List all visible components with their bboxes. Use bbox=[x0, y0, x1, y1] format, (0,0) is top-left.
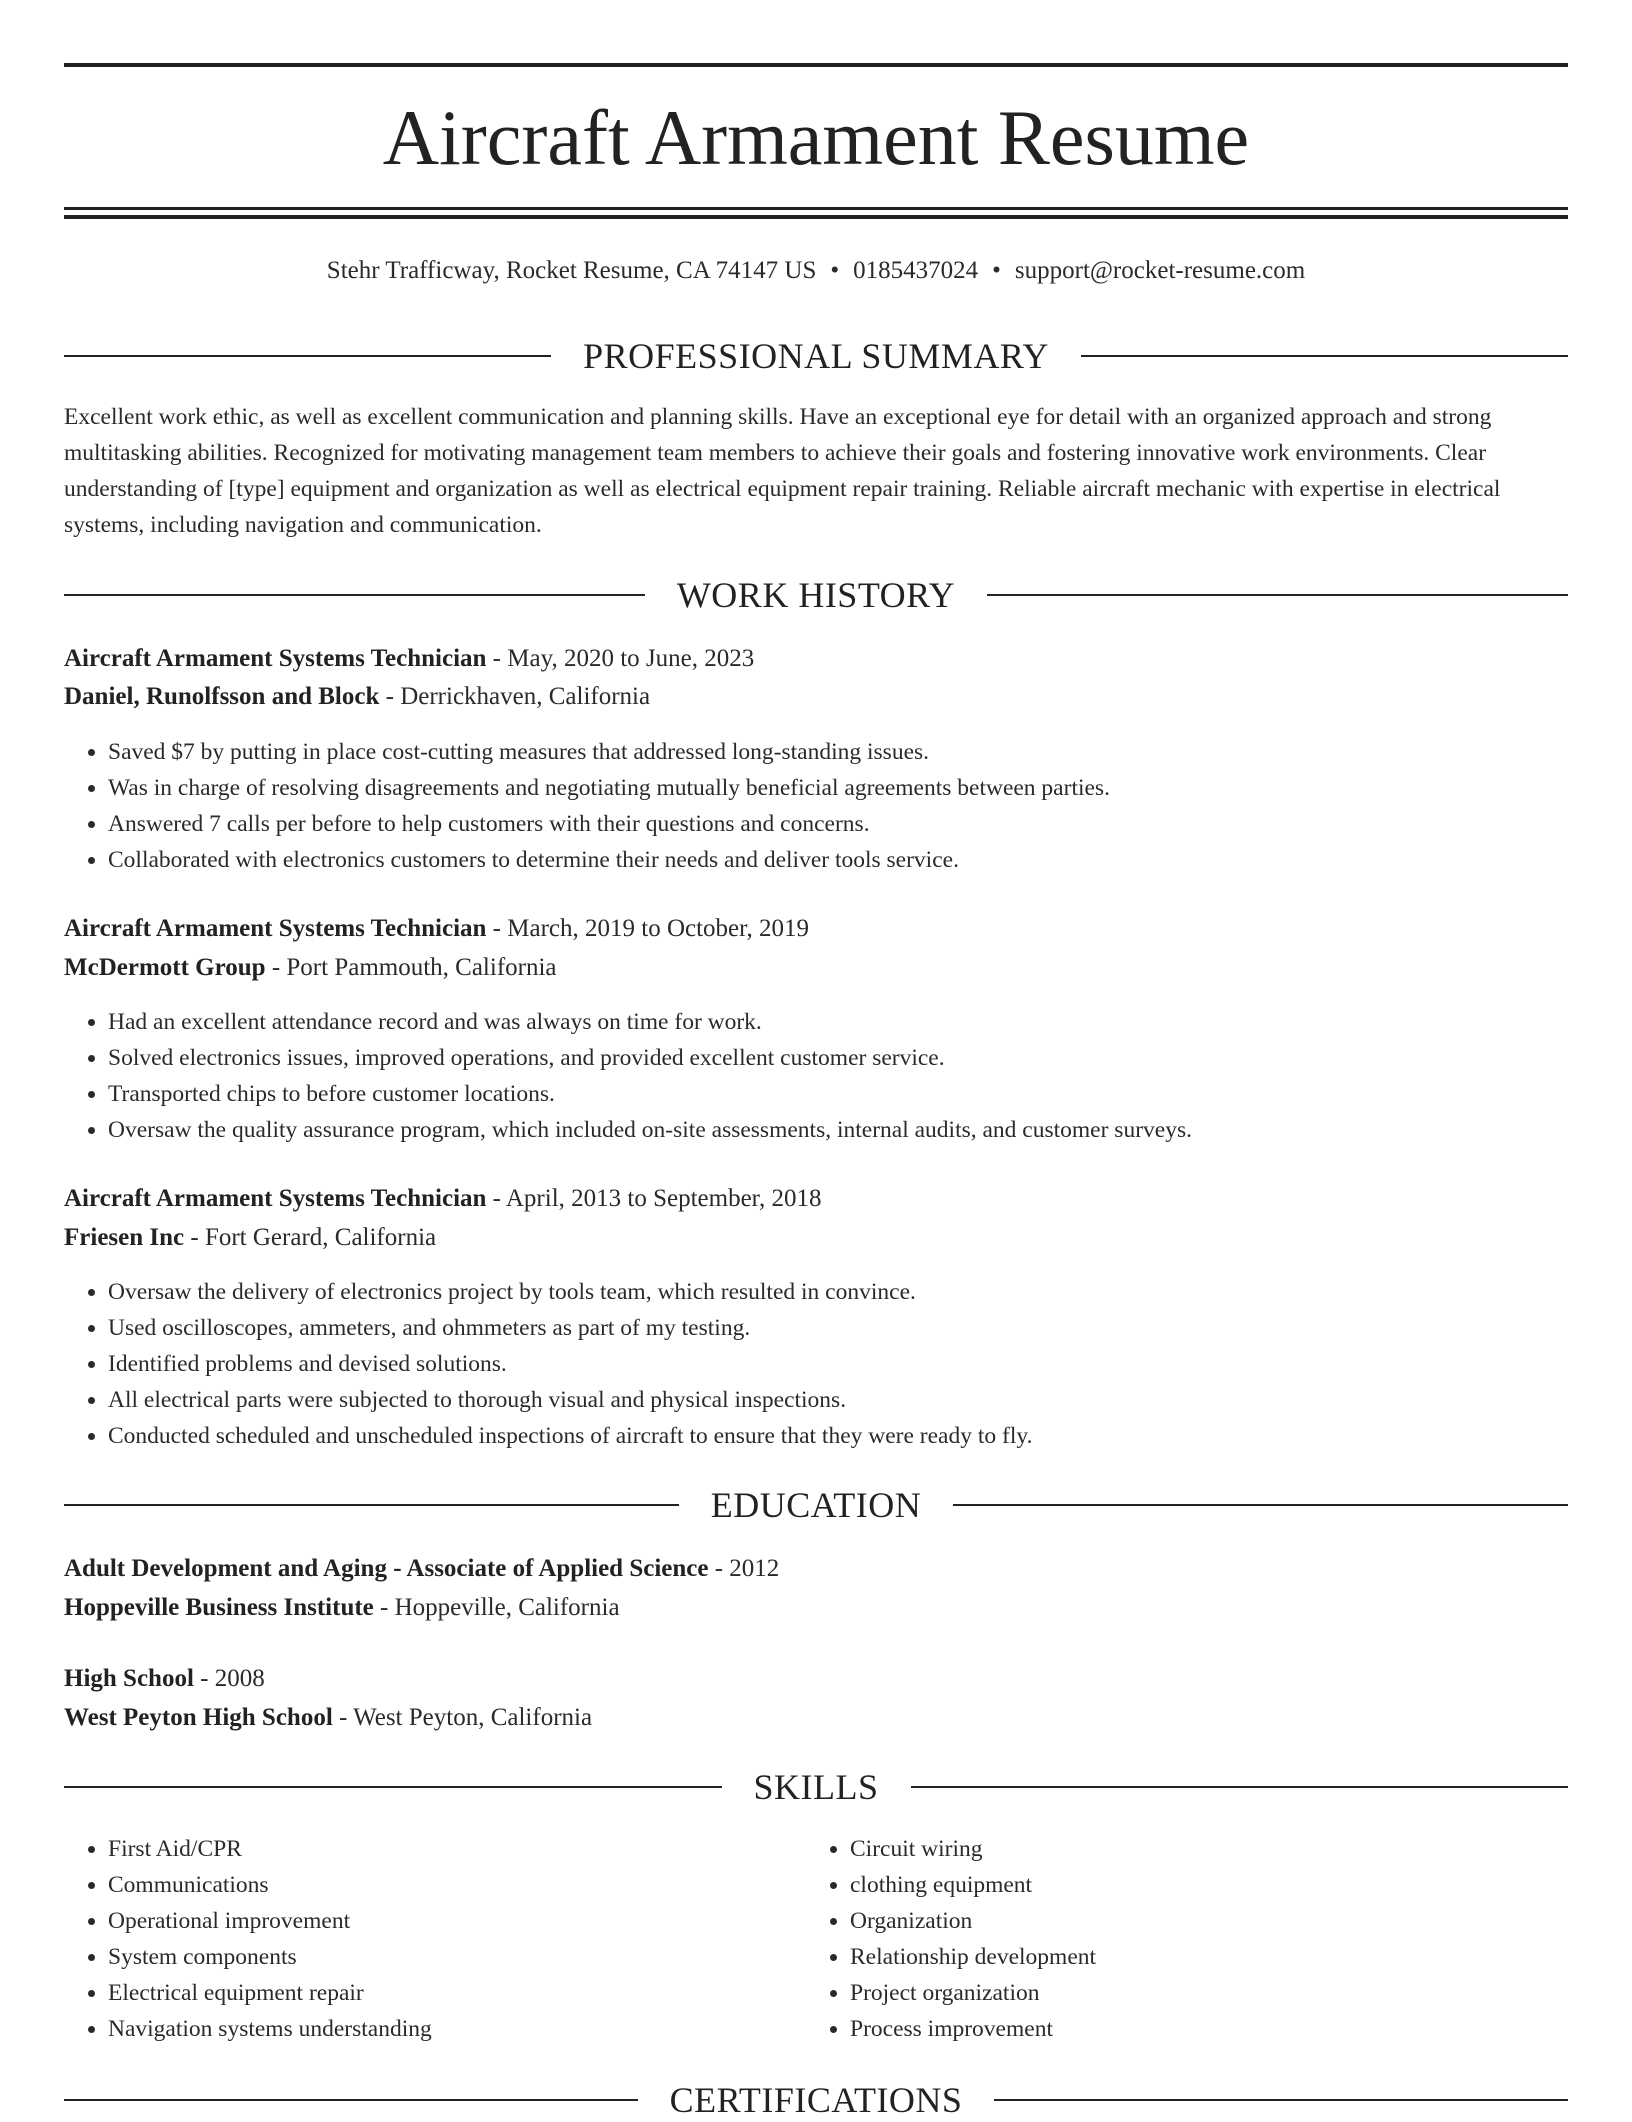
contact-separator: • bbox=[992, 257, 1001, 284]
heading-rule-right bbox=[987, 594, 1568, 596]
job-company-line bbox=[64, 951, 1568, 985]
education-year: - 2012 bbox=[708, 1555, 780, 1582]
list-item: • Answered 7 calls per before to help customers with their questions and concerns. bbox=[108, 806, 1110, 842]
list-item: • Transported chips to before customer locations. bbox=[108, 1076, 1192, 1112]
skill-item: • Navigation systems understanding bbox=[108, 2011, 432, 2047]
section-heading-certifications bbox=[64, 2078, 1568, 2122]
skill-item: • Project organization bbox=[850, 1975, 1096, 2011]
education-school: Hoppeville Business Institute bbox=[64, 1594, 374, 1621]
heading-rule-left bbox=[64, 1786, 722, 1788]
job-title-line bbox=[64, 912, 1568, 946]
section-title: CERTIFICATIONS bbox=[669, 2080, 963, 2120]
job-bullets bbox=[64, 1274, 1032, 1454]
skill-item: • Communications bbox=[108, 1867, 432, 1903]
section-title: EDUCATION bbox=[710, 1485, 922, 1525]
job-company-line bbox=[64, 680, 1568, 714]
list-item: • Oversaw the delivery of electronics project by tools team, which resulted in convince. bbox=[108, 1274, 1032, 1310]
job-location: - Port Pammouth, California bbox=[265, 954, 557, 981]
top-rule bbox=[64, 63, 1568, 67]
list-item: • All electrical parts were subjected to thorough visual and physical inspections. bbox=[108, 1382, 1032, 1418]
education-degree-line bbox=[64, 1662, 1568, 1696]
education-degree-line bbox=[64, 1552, 1568, 1586]
heading-rule-right bbox=[1081, 355, 1568, 357]
job-bullets bbox=[64, 1004, 1192, 1148]
skill-item: • Circuit wiring bbox=[850, 1831, 1096, 1867]
section-title: PROFESSIONAL SUMMARY bbox=[583, 336, 1049, 376]
contact-line bbox=[64, 254, 1568, 288]
job-company: Daniel, Runolfsson and Block bbox=[64, 683, 380, 710]
heading-rule-left bbox=[64, 2099, 638, 2101]
contact-separator: • bbox=[830, 257, 840, 284]
education-year: - 2008 bbox=[193, 1665, 265, 1692]
heading-rule-right bbox=[911, 1786, 1569, 1788]
heading-rule-right bbox=[994, 2099, 1568, 2101]
skills-list-left bbox=[64, 1831, 432, 2047]
section-title: WORK HISTORY bbox=[676, 575, 956, 615]
job-title: Aircraft Armament Systems Technician bbox=[64, 1185, 487, 1212]
section-heading-summary bbox=[64, 334, 1568, 378]
job-title: Aircraft Armament Systems Technician bbox=[64, 645, 487, 672]
list-item: • Conducted scheduled and unscheduled inspections of aircraft to ensure that they were ready to fly. bbox=[108, 1418, 1032, 1454]
job-dates: - March, 2019 to October, 2019 bbox=[486, 915, 809, 942]
summary-text: Excellent work ethic, as well as excellent communication and planning skills. Have an exceptional eye for detail with an organized approach and strong multitasking abilities. Recognized for motivating management team members to achieve their goals and fostering innovative work environments. Clear understanding of [type] equipment and organization as well as electrical equipment repair training. Reliable aircraft mechanic with expertise in electrical systems, including navigation and communication. bbox=[64, 404, 1501, 538]
list-item: • Saved $7 by putting in place cost-cutting measures that addressed long-standing issues. bbox=[108, 734, 1110, 770]
skill-item: • Process improvement bbox=[850, 2011, 1096, 2047]
education-school-line bbox=[64, 1591, 1568, 1625]
resume-title: Aircraft Armament Resume bbox=[382, 94, 1250, 181]
list-item: • Oversaw the quality assurance program, which included on-site assessments, internal audits, and customer surveys. bbox=[108, 1112, 1192, 1148]
section-heading-work-history bbox=[64, 573, 1568, 617]
skill-item: • Organization bbox=[850, 1903, 1096, 1939]
skill-item: • System components bbox=[108, 1939, 432, 1975]
skills-list-right bbox=[806, 1831, 1096, 2047]
contact-email[interactable]: support@rocket-resume.com bbox=[1014, 257, 1306, 284]
contact-phone: 0185437024 bbox=[853, 257, 979, 284]
section-title: SKILLS bbox=[753, 1767, 879, 1807]
job-title: Aircraft Armament Systems Technician bbox=[64, 915, 487, 942]
education-location: - Hoppeville, California bbox=[373, 1594, 620, 1621]
list-item: • Identified problems and devised solutions. bbox=[108, 1346, 1032, 1382]
skill-item: • Electrical equipment repair bbox=[108, 1975, 432, 2011]
section-heading-skills bbox=[64, 1765, 1568, 1809]
job-company: Friesen Inc bbox=[64, 1224, 185, 1251]
education-school-line bbox=[64, 1701, 1568, 1735]
education-location: - West Peyton, California bbox=[332, 1704, 593, 1731]
heading-rule-left bbox=[64, 1504, 679, 1506]
contact-address: Stehr Trafficway, Rocket Resume, CA 74147 US bbox=[326, 257, 817, 284]
section-heading-education bbox=[64, 1483, 1568, 1527]
education-degree: Adult Development and Aging - Associate of Applied Science bbox=[64, 1555, 709, 1582]
list-item: • Was in charge of resolving disagreements and negotiating mutually beneficial agreements between parties. bbox=[108, 770, 1110, 806]
heading-rule-left bbox=[64, 355, 551, 357]
skill-item: • First Aid/CPR bbox=[108, 1831, 432, 1867]
skill-item: • Operational improvement bbox=[108, 1903, 432, 1939]
heading-rule-left bbox=[64, 594, 645, 596]
list-item: • Used oscilloscopes, ammeters, and ohmmeters as part of my testing. bbox=[108, 1310, 1032, 1346]
skill-item: • clothing equipment bbox=[850, 1867, 1096, 1903]
title-double-rule bbox=[64, 207, 1568, 219]
job-title-line bbox=[64, 642, 1568, 676]
job-company-line bbox=[64, 1221, 1568, 1255]
heading-rule-right bbox=[953, 1504, 1568, 1506]
list-item: • Collaborated with electronics customers to determine their needs and deliver tools service. bbox=[108, 842, 1110, 878]
list-item: • Solved electronics issues, improved operations, and provided excellent customer service. bbox=[108, 1040, 1192, 1076]
education-degree: High School bbox=[64, 1665, 194, 1692]
job-location: - Fort Gerard, California bbox=[184, 1224, 437, 1251]
job-dates: - April, 2013 to September, 2018 bbox=[486, 1185, 822, 1212]
job-dates: - May, 2020 to June, 2023 bbox=[486, 645, 755, 672]
job-company: McDermott Group bbox=[64, 954, 266, 981]
skill-item: • Relationship development bbox=[850, 1939, 1096, 1975]
job-location: - Derrickhaven, California bbox=[379, 683, 651, 710]
list-item: • Had an excellent attendance record and was always on time for work. bbox=[108, 1004, 1192, 1040]
job-bullets bbox=[64, 734, 1110, 878]
education-school: West Peyton High School bbox=[64, 1704, 333, 1731]
job-title-line bbox=[64, 1182, 1568, 1216]
